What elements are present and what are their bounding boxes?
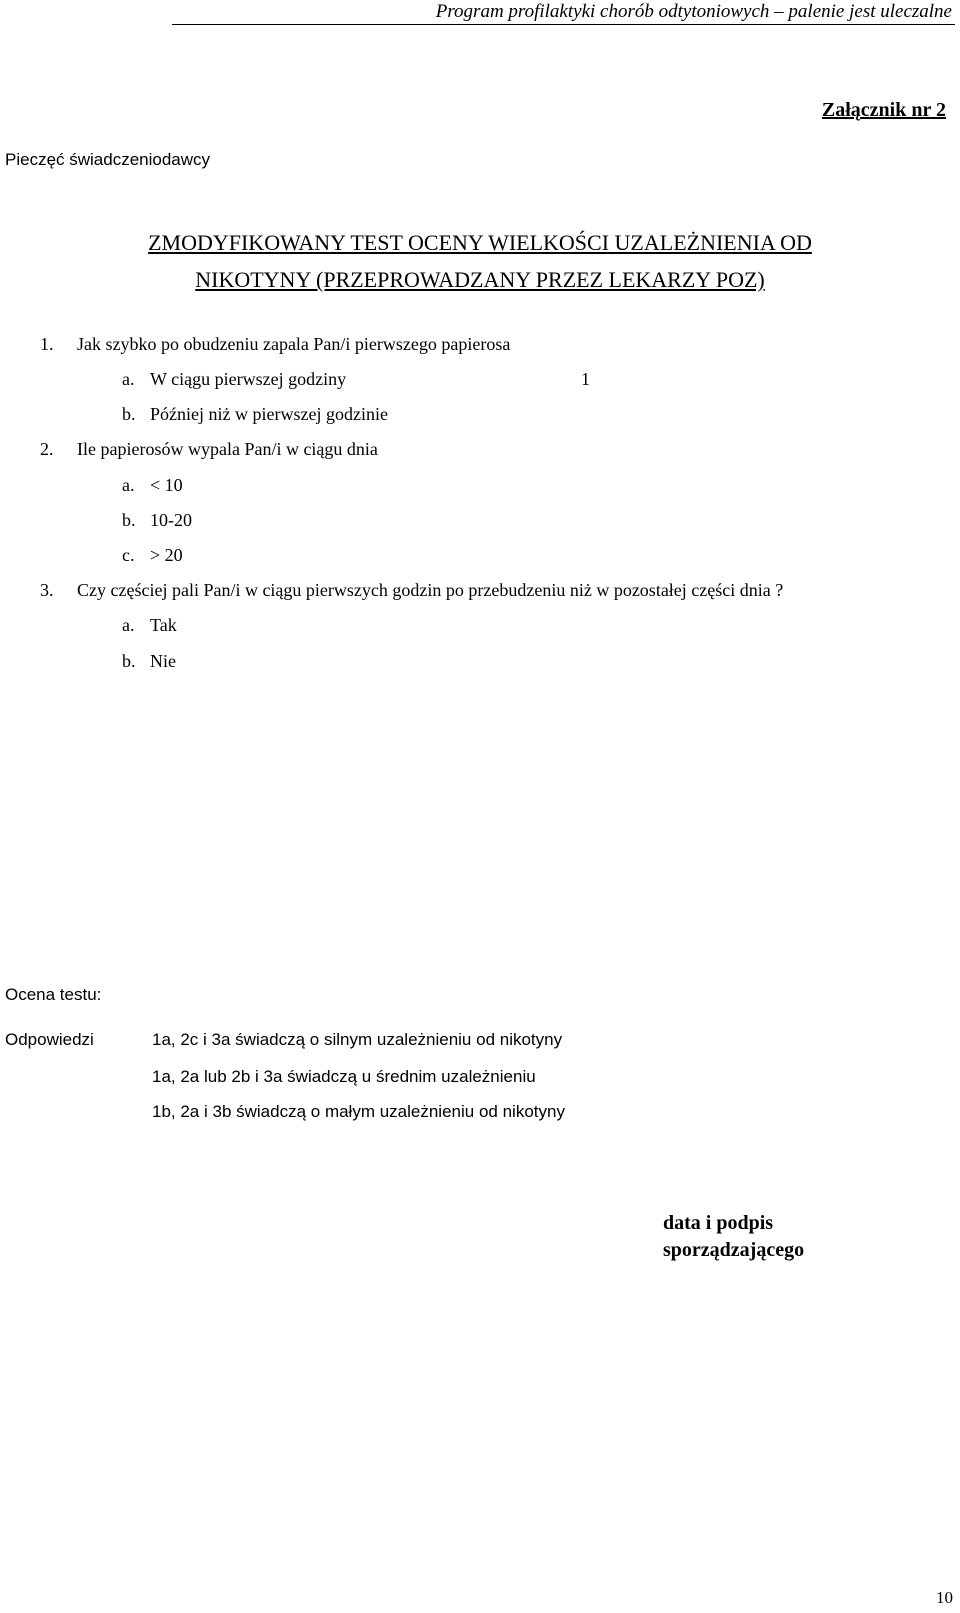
question-1-option-b [122, 403, 388, 425]
evaluation-line-strong: 1a, 2c i 3a świadczą o silnym uzależnieniu od nikotyny [152, 1030, 563, 1049]
option-text: > 20 [150, 545, 183, 565]
option-text: < 10 [150, 475, 183, 495]
signature-line-2: sporządzającego [663, 1239, 805, 1261]
option-letter: a. [122, 615, 135, 635]
question-2 [40, 438, 378, 460]
option-letter: a. [122, 369, 135, 389]
question-2-option-c [122, 544, 183, 566]
running-header: Program profilaktyki chorób odtytoniowych – palenie jest uleczalne [435, 1, 952, 22]
document-title-line-2: NIKOTYNY (PRZEPROWADZANY PRZEZ LEKARZY POZ) [195, 267, 765, 292]
evaluation-heading: Ocena testu: [5, 985, 102, 1004]
question-text: Jak szybko po obudzeniu zapala Pan/i pierwszego papierosa [77, 334, 511, 354]
option-text: Nie [150, 651, 176, 671]
option-letter: b. [122, 510, 136, 530]
annex-label: Załącznik nr 2 [821, 99, 946, 121]
option-text: Później niż w pierwszej godzinie [150, 404, 388, 424]
question-text: Czy częściej pali Pan/i w ciągu pierwszych godzin po przebudzeniu niż w pozostałej części dnia ? [77, 580, 784, 600]
option-text: Tak [150, 615, 177, 635]
question-3-option-b [122, 650, 176, 672]
question-number: 1. [40, 334, 54, 354]
answers-label: Odpowiedzi [5, 1030, 94, 1049]
question-1-option-a-score: 1 [581, 369, 590, 389]
question-1 [40, 333, 510, 355]
signature-block [663, 1210, 804, 1264]
question-3-option-a [122, 614, 177, 636]
question-text: Ile papierosów wypala Pan/i w ciągu dnia [77, 439, 378, 459]
option-letter: a. [122, 475, 135, 495]
evaluation-line-weak: 1b, 2a i 3b świadczą o małym uzależnieniu od nikotyny [152, 1102, 565, 1121]
question-1-option-a [122, 368, 346, 390]
question-3 [40, 579, 783, 601]
option-letter: b. [122, 404, 136, 424]
question-2-option-b [122, 509, 192, 531]
page-number: 10 [936, 1588, 953, 1607]
question-2-option-a [122, 474, 183, 496]
option-letter: c. [122, 545, 135, 565]
document-title-line-1: ZMODYFIKOWANY TEST OCENY WIELKOŚCI UZALEŻNIENIA OD [148, 230, 812, 255]
option-letter: b. [122, 651, 136, 671]
signature-line-1: data i podpis [663, 1212, 774, 1234]
header-rule [172, 24, 955, 25]
question-number: 3. [40, 580, 54, 600]
option-text: 10-20 [150, 510, 192, 530]
provider-stamp-label: Pieczęć świadczeniodawcy [5, 150, 211, 169]
question-number: 2. [40, 439, 54, 459]
evaluation-line-medium: 1a, 2a lub 2b i 3a świadczą u średnim uzależnieniu [152, 1067, 536, 1086]
option-text: W ciągu pierwszej godziny [150, 369, 347, 389]
